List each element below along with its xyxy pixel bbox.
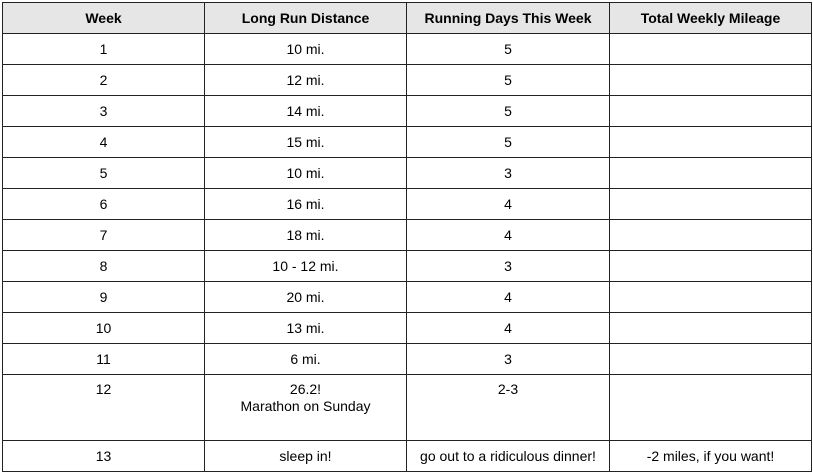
mileage-cell[interactable] — [610, 158, 812, 189]
week-cell: 10 — [3, 313, 205, 344]
table-row — [3, 344, 812, 375]
distance-cell: 6 mi. — [205, 344, 407, 375]
mileage-cell[interactable] — [610, 313, 812, 344]
days-cell: 5 — [407, 127, 610, 158]
distance-cell: 20 mi. — [205, 282, 407, 313]
mileage-cell[interactable] — [610, 344, 812, 375]
header-total-weekly-mileage: Total Weekly Mileage — [610, 3, 812, 34]
table-row — [3, 441, 812, 472]
header-week: Week — [3, 3, 205, 34]
table-row — [3, 96, 812, 127]
days-cell: 5 — [407, 65, 610, 96]
mileage-cell[interactable] — [610, 375, 812, 441]
days-cell: 3 — [407, 344, 610, 375]
distance-cell: 10 - 12 mi. — [205, 251, 407, 282]
days-cell: 3 — [407, 251, 610, 282]
table-row — [3, 127, 812, 158]
mileage-cell[interactable] — [610, 282, 812, 313]
week-cell: 12 — [3, 375, 205, 441]
week-cell: 13 — [3, 441, 205, 472]
distance-cell: 12 mi. — [205, 65, 407, 96]
days-cell: 4 — [407, 313, 610, 344]
mileage-cell[interactable] — [610, 127, 812, 158]
table-row — [3, 282, 812, 313]
distance-cell: 13 mi. — [205, 313, 407, 344]
days-cell: go out to a ridiculous dinner! — [407, 441, 610, 472]
mileage-cell[interactable] — [610, 251, 812, 282]
table-row — [3, 375, 812, 441]
mileage-cell[interactable] — [610, 189, 812, 220]
table-row — [3, 158, 812, 189]
training-plan-table — [2, 2, 812, 472]
days-cell: 5 — [407, 34, 610, 65]
table-row — [3, 251, 812, 282]
week-cell: 6 — [3, 189, 205, 220]
days-cell: 4 — [407, 220, 610, 251]
week-cell: 9 — [3, 282, 205, 313]
days-cell: 2-3 — [407, 375, 610, 441]
week-cell: 8 — [3, 251, 205, 282]
week-cell: 2 — [3, 65, 205, 96]
mileage-cell[interactable] — [610, 220, 812, 251]
header-long-run-distance: Long Run Distance — [205, 3, 407, 34]
days-cell: 4 — [407, 282, 610, 313]
table-row — [3, 220, 812, 251]
mileage-cell[interactable] — [610, 65, 812, 96]
table-row — [3, 65, 812, 96]
distance-cell — [205, 375, 407, 441]
week-cell: 3 — [3, 96, 205, 127]
distance-cell: 18 mi. — [205, 220, 407, 251]
mileage-cell[interactable]: -2 miles, if you want! — [610, 441, 812, 472]
mileage-cell[interactable] — [610, 34, 812, 65]
distance-cell: sleep in! — [205, 441, 407, 472]
header-row — [3, 3, 812, 34]
week-cell: 1 — [3, 34, 205, 65]
days-cell: 3 — [407, 158, 610, 189]
distance-note: Marathon on Sunday — [240, 398, 371, 414]
days-cell: 4 — [407, 189, 610, 220]
table-row — [3, 34, 812, 65]
distance-cell: 16 mi. — [205, 189, 407, 220]
distance-value: 26.2! — [289, 381, 322, 397]
distance-cell: 14 mi. — [205, 96, 407, 127]
week-cell: 11 — [3, 344, 205, 375]
week-cell: 5 — [3, 158, 205, 189]
table-row — [3, 189, 812, 220]
table-row — [3, 313, 812, 344]
week-cell: 7 — [3, 220, 205, 251]
distance-cell: 10 mi. — [205, 158, 407, 189]
distance-cell: 15 mi. — [205, 127, 407, 158]
distance-cell: 10 mi. — [205, 34, 407, 65]
week-cell: 4 — [3, 127, 205, 158]
header-running-days: Running Days This Week — [407, 3, 610, 34]
days-cell: 5 — [407, 96, 610, 127]
mileage-cell[interactable] — [610, 96, 812, 127]
